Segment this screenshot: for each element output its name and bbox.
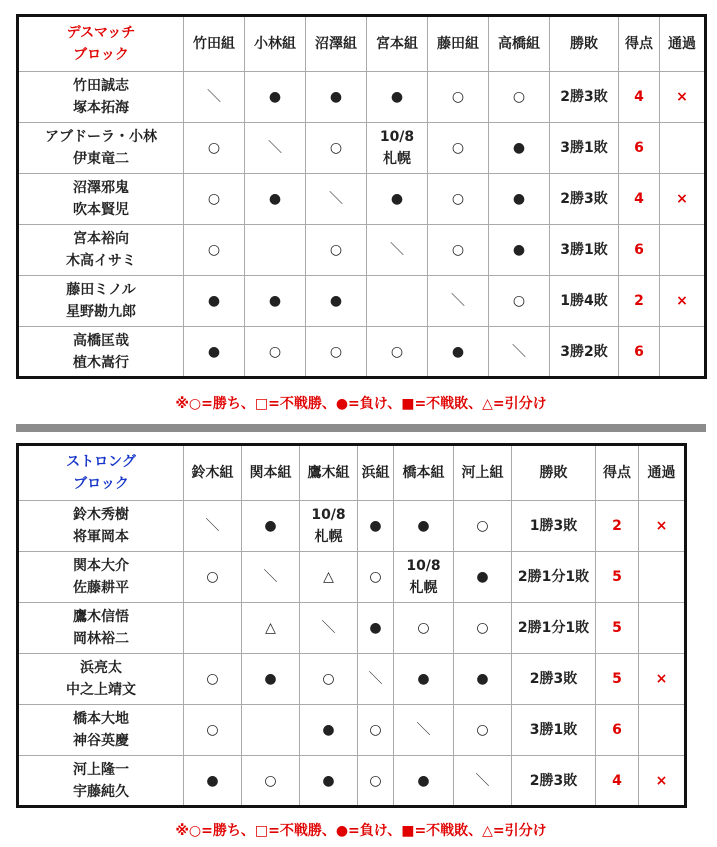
block-name-line2: ブロック bbox=[73, 476, 129, 492]
points-cell: 5 bbox=[596, 552, 639, 603]
win-mark: ○ bbox=[184, 705, 242, 756]
scheduled-match-cell bbox=[394, 552, 454, 603]
column-header-team: 河上組 bbox=[454, 445, 512, 501]
team-member-name: 鈴木秀樹 bbox=[73, 507, 129, 523]
points-cell: 6 bbox=[619, 225, 660, 276]
self-diagonal-mark: ＼ bbox=[367, 225, 428, 276]
team-member-name: 伊東竜二 bbox=[73, 151, 129, 167]
pass-cell bbox=[660, 327, 706, 378]
team-name-cell bbox=[18, 705, 184, 756]
legend-note-deathmatch: ※○=勝ち、□=不戦勝、●=負け、■=不戦敗、△=引分け bbox=[175, 396, 547, 412]
points-cell: 5 bbox=[596, 654, 639, 705]
match-venue: 札幌 bbox=[314, 529, 343, 545]
column-header-record: 勝敗 bbox=[512, 445, 596, 501]
win-mark: ○ bbox=[454, 501, 512, 552]
team-row bbox=[18, 552, 686, 603]
loss-mark: ● bbox=[242, 501, 300, 552]
team-member-name: 竹田誠志 bbox=[73, 78, 129, 94]
block-name bbox=[18, 16, 184, 72]
header-row bbox=[18, 16, 706, 72]
team-row bbox=[18, 72, 706, 123]
loss-mark: ● bbox=[428, 327, 489, 378]
team-name-cell bbox=[18, 654, 184, 705]
team-row bbox=[18, 705, 686, 756]
block-name-line2: ブロック bbox=[73, 47, 129, 63]
loss-mark: ● bbox=[184, 327, 245, 378]
self-diagonal-mark: ＼ bbox=[358, 654, 394, 705]
loss-mark: ● bbox=[358, 603, 394, 654]
team-row bbox=[18, 501, 686, 552]
win-mark: ○ bbox=[358, 756, 394, 807]
team-member-name: 星野勘九郎 bbox=[66, 304, 136, 320]
team-member-name: 藤田ミノル bbox=[66, 282, 136, 298]
draw-mark: △ bbox=[242, 603, 300, 654]
team-member-name: 河上隆一 bbox=[73, 761, 129, 778]
team-member-name: 関本大介 bbox=[73, 558, 129, 574]
team-member-name: アブドーラ・小林 bbox=[45, 129, 157, 145]
team-name-cell bbox=[18, 174, 184, 225]
points-cell: 4 bbox=[596, 756, 639, 807]
points-cell: 6 bbox=[619, 123, 660, 174]
column-header-team: 沼澤組 bbox=[306, 16, 367, 72]
win-mark: ○ bbox=[245, 327, 306, 378]
team-name-cell bbox=[18, 327, 184, 378]
team-row bbox=[18, 756, 686, 807]
win-mark: ○ bbox=[489, 276, 550, 327]
loss-mark: ● bbox=[184, 276, 245, 327]
team-member-name: 植木嵩行 bbox=[73, 354, 129, 371]
match-date: 10/8 bbox=[379, 129, 415, 145]
pass-cell: × bbox=[660, 72, 706, 123]
loss-mark: ● bbox=[454, 654, 512, 705]
match-venue: 札幌 bbox=[383, 151, 411, 167]
win-mark: ○ bbox=[306, 225, 367, 276]
empty-result-cell bbox=[245, 225, 306, 276]
column-header-team: 小林組 bbox=[245, 16, 306, 72]
loss-mark: ● bbox=[245, 174, 306, 225]
self-diagonal-mark: ＼ bbox=[394, 705, 454, 756]
team-name-cell bbox=[18, 123, 184, 174]
column-header-team: 高橋組 bbox=[489, 16, 550, 72]
team-member-name: 宮本裕向 bbox=[73, 231, 129, 247]
pass-cell bbox=[660, 123, 706, 174]
column-header-team: 宮本組 bbox=[367, 16, 428, 72]
team-row bbox=[18, 123, 706, 174]
win-mark: ○ bbox=[428, 225, 489, 276]
block-name-line1: ストロング bbox=[66, 454, 136, 470]
self-diagonal-mark: ＼ bbox=[245, 123, 306, 174]
record-cell: 1勝3敗 bbox=[512, 501, 596, 552]
loss-mark: ● bbox=[358, 501, 394, 552]
column-header-team: 鷹木組 bbox=[300, 445, 358, 501]
team-row bbox=[18, 225, 706, 276]
team-member-name: 中之上靖文 bbox=[66, 682, 136, 698]
points-cell: 6 bbox=[596, 705, 639, 756]
record-cell: 2勝3敗 bbox=[512, 756, 596, 807]
team-row bbox=[18, 327, 706, 378]
scheduled-match-cell bbox=[367, 123, 428, 174]
team-member-name: 橋本大地 bbox=[73, 711, 129, 727]
points-cell: 4 bbox=[619, 72, 660, 123]
loss-mark: ● bbox=[300, 756, 358, 807]
loss-mark: ● bbox=[300, 705, 358, 756]
empty-result-cell bbox=[242, 705, 300, 756]
win-mark: ○ bbox=[300, 654, 358, 705]
self-diagonal-mark: ＼ bbox=[306, 174, 367, 225]
team-member-name: 将軍岡本 bbox=[73, 529, 129, 545]
win-mark: ○ bbox=[184, 225, 245, 276]
loss-mark: ● bbox=[394, 501, 454, 552]
win-mark: ○ bbox=[358, 552, 394, 603]
points-cell: 4 bbox=[619, 174, 660, 225]
column-header-record: 勝敗 bbox=[550, 16, 619, 72]
loss-mark: ● bbox=[367, 174, 428, 225]
team-member-name: 宇藤純久 bbox=[73, 783, 129, 800]
team-row bbox=[18, 603, 686, 654]
self-diagonal-mark: ＼ bbox=[300, 603, 358, 654]
header-row bbox=[18, 445, 686, 501]
self-diagonal-mark: ＼ bbox=[184, 72, 245, 123]
record-cell: 3勝1敗 bbox=[550, 123, 619, 174]
win-mark: ○ bbox=[428, 123, 489, 174]
record-cell: 2勝1分1敗 bbox=[512, 603, 596, 654]
team-member-name: 塚本拓海 bbox=[73, 100, 129, 116]
league-table bbox=[16, 443, 687, 808]
record-cell: 3勝1敗 bbox=[512, 705, 596, 756]
team-member-name: 吹本賢児 bbox=[73, 202, 129, 218]
strong-block-table-wrap bbox=[16, 443, 687, 808]
column-header-pass: 通過 bbox=[639, 445, 686, 501]
team-row bbox=[18, 174, 706, 225]
match-date: 10/8 bbox=[406, 558, 441, 574]
win-mark: ○ bbox=[428, 174, 489, 225]
win-mark: ○ bbox=[306, 327, 367, 378]
win-mark: ○ bbox=[489, 72, 550, 123]
draw-mark: △ bbox=[300, 552, 358, 603]
loss-mark: ● bbox=[367, 72, 428, 123]
record-cell: 2勝3敗 bbox=[550, 174, 619, 225]
team-member-name: 高橋匡哉 bbox=[73, 332, 129, 349]
win-mark: ○ bbox=[367, 327, 428, 378]
points-cell: 2 bbox=[596, 501, 639, 552]
pass-cell: × bbox=[639, 654, 686, 705]
win-mark: ○ bbox=[454, 603, 512, 654]
self-diagonal-mark: ＼ bbox=[184, 501, 242, 552]
pass-cell bbox=[639, 552, 686, 603]
self-diagonal-mark: ＼ bbox=[428, 276, 489, 327]
win-mark: ○ bbox=[184, 552, 242, 603]
empty-result-cell bbox=[367, 276, 428, 327]
team-row bbox=[18, 654, 686, 705]
deathmatch-block-table-wrap bbox=[16, 14, 707, 379]
win-mark: ○ bbox=[184, 174, 245, 225]
record-cell: 2勝1分1敗 bbox=[512, 552, 596, 603]
team-member-name: 神谷英慶 bbox=[73, 733, 129, 749]
win-mark: ○ bbox=[394, 603, 454, 654]
self-diagonal-mark: ＼ bbox=[454, 756, 512, 807]
win-mark: ○ bbox=[184, 123, 245, 174]
team-name-cell bbox=[18, 603, 184, 654]
loss-mark: ● bbox=[245, 72, 306, 123]
match-venue: 札幌 bbox=[409, 580, 438, 596]
loss-mark: ● bbox=[306, 276, 367, 327]
empty-result-cell bbox=[184, 603, 242, 654]
column-header-team: 関本組 bbox=[242, 445, 300, 501]
points-cell: 5 bbox=[596, 603, 639, 654]
section-divider bbox=[16, 424, 706, 432]
loss-mark: ● bbox=[394, 654, 454, 705]
record-cell: 3勝1敗 bbox=[550, 225, 619, 276]
loss-mark: ● bbox=[489, 123, 550, 174]
points-cell: 2 bbox=[619, 276, 660, 327]
team-row bbox=[18, 276, 706, 327]
team-name-cell bbox=[18, 756, 184, 807]
pass-cell bbox=[639, 603, 686, 654]
win-mark: ○ bbox=[306, 123, 367, 174]
column-header-team: 鈴木組 bbox=[184, 445, 242, 501]
self-diagonal-mark: ＼ bbox=[489, 327, 550, 378]
pass-cell: × bbox=[639, 501, 686, 552]
team-member-name: 沼澤邪鬼 bbox=[73, 180, 129, 196]
pass-cell bbox=[660, 225, 706, 276]
column-header-pass: 通過 bbox=[660, 16, 706, 72]
team-name-cell bbox=[18, 501, 184, 552]
block-name bbox=[18, 445, 184, 501]
loss-mark: ● bbox=[394, 756, 454, 807]
block-name-line1: デスマッチ bbox=[66, 25, 136, 41]
record-cell: 3勝2敗 bbox=[550, 327, 619, 378]
column-header-points: 得点 bbox=[596, 445, 639, 501]
column-header-team: 竹田組 bbox=[184, 16, 245, 72]
record-cell: 2勝3敗 bbox=[512, 654, 596, 705]
column-header-team: 浜組 bbox=[358, 445, 394, 501]
match-date: 10/8 bbox=[311, 507, 346, 523]
loss-mark: ● bbox=[245, 276, 306, 327]
team-member-name: 佐藤耕平 bbox=[73, 580, 129, 596]
team-member-name: 鷹木信悟 bbox=[73, 609, 129, 625]
league-table bbox=[16, 14, 707, 379]
record-cell: 2勝3敗 bbox=[550, 72, 619, 123]
pass-cell bbox=[639, 705, 686, 756]
loss-mark: ● bbox=[489, 174, 550, 225]
legend-note-strong: ※○=勝ち、□=不戦勝、●=負け、■=不戦敗、△=引分け bbox=[175, 823, 547, 839]
team-member-name: 浜亮太 bbox=[80, 660, 122, 676]
team-name-cell bbox=[18, 72, 184, 123]
team-member-name: 木高イサミ bbox=[66, 253, 136, 269]
win-mark: ○ bbox=[428, 72, 489, 123]
team-member-name: 岡林裕二 bbox=[73, 631, 129, 647]
win-mark: ○ bbox=[184, 654, 242, 705]
loss-mark: ● bbox=[454, 552, 512, 603]
win-mark: ○ bbox=[358, 705, 394, 756]
team-name-cell bbox=[18, 276, 184, 327]
self-diagonal-mark: ＼ bbox=[242, 552, 300, 603]
pass-cell: × bbox=[639, 756, 686, 807]
record-cell: 1勝4敗 bbox=[550, 276, 619, 327]
team-name-cell bbox=[18, 225, 184, 276]
win-mark: ○ bbox=[454, 705, 512, 756]
loss-mark: ● bbox=[489, 225, 550, 276]
column-header-points: 得点 bbox=[619, 16, 660, 72]
scheduled-match-cell bbox=[300, 501, 358, 552]
loss-mark: ● bbox=[306, 72, 367, 123]
pass-cell: × bbox=[660, 276, 706, 327]
loss-mark: ● bbox=[184, 756, 242, 807]
loss-mark: ● bbox=[242, 654, 300, 705]
column-header-team: 橋本組 bbox=[394, 445, 454, 501]
points-cell: 6 bbox=[619, 327, 660, 378]
team-name-cell bbox=[18, 552, 184, 603]
column-header-team: 藤田組 bbox=[428, 16, 489, 72]
pass-cell: × bbox=[660, 174, 706, 225]
win-mark: ○ bbox=[242, 756, 300, 807]
